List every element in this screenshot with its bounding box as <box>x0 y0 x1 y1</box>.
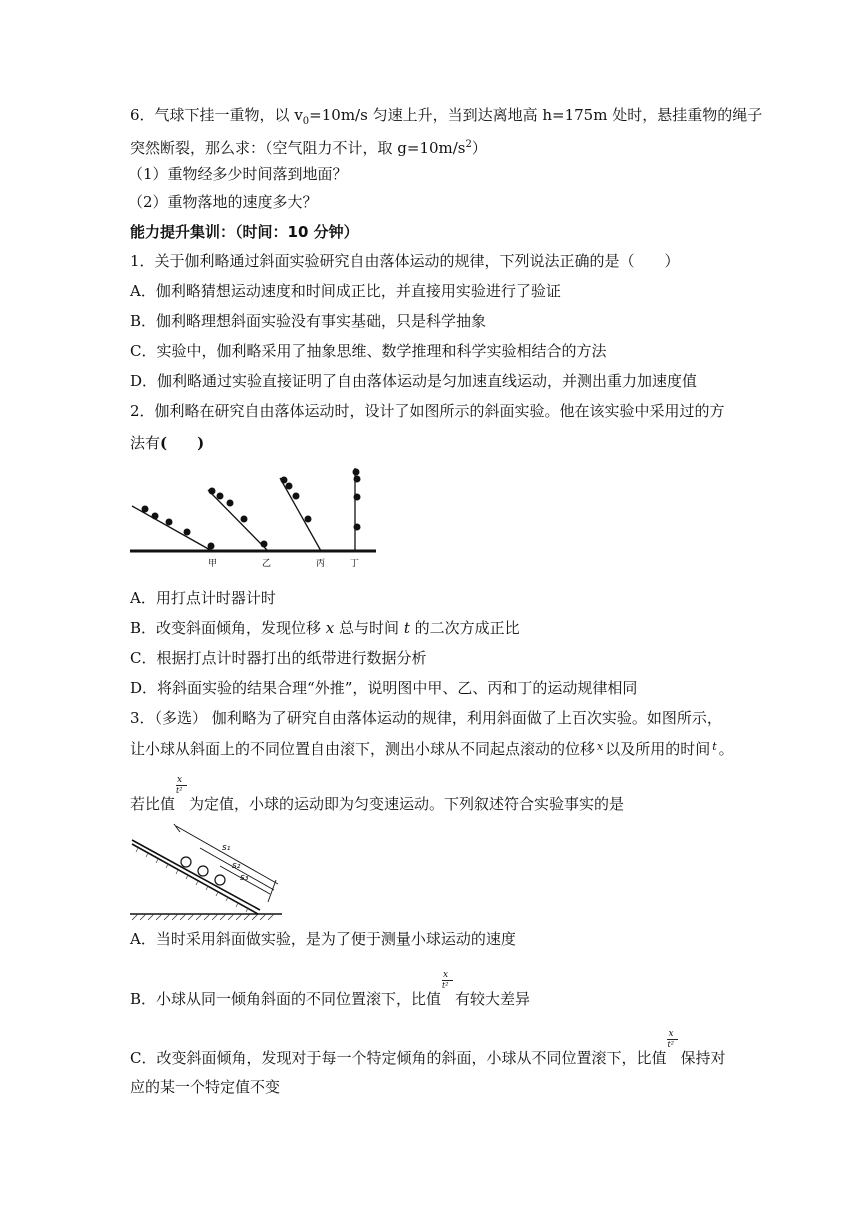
q2-var-t: t <box>403 619 410 637</box>
q3-stem-3-text-2: 为定值，小球的运动即为匀变速运动。下列叙述符合实验事实的是 <box>189 795 625 813</box>
q2-option-b-text-2: 总与时间 <box>334 619 404 637</box>
q3-stem-2-text: 让小球从斜面上的不同位置自由滚下，测出小球从不同起点滚动的位移 <box>130 740 596 758</box>
q1-option-d: D．伽利略通过实验直接证明了自由落体运动是匀加速直线运动，并测出重力加速度值 <box>130 372 698 390</box>
q2-stem-2-text: 法有 <box>130 434 161 452</box>
q3-var-x: x <box>597 740 604 753</box>
q3-option-b-text-2: 有较大差异 <box>455 990 531 1008</box>
q6-line-2 <box>130 134 487 159</box>
q3-option-c-text-2: 保持对 <box>680 1049 726 1067</box>
frac-num-b: x <box>443 970 449 980</box>
q2-stem-1: 2．伽利略在研究自由落体运动时，设计了如图所示的斜面实验。他在该实验中采用过的方 <box>130 402 725 420</box>
q2-option-a: A．用打点计时器计时 <box>130 589 276 607</box>
q1-stem: 1．关于伽利略通过斜面实验研究自由落体运动的规律，下列说法正确的是（ ） <box>130 252 680 270</box>
q3-option-b-text: B．小球从同一倾角斜面的不同位置滚下，比值 <box>130 990 442 1008</box>
fig-label-s1: s₁ <box>222 843 231 853</box>
q6-part-1: （1）重物经多少时间落到地面？ <box>128 165 348 183</box>
q6-text: 6．气球下挂一重物，以 v <box>130 106 303 124</box>
q6-superscript: 2 <box>465 139 472 150</box>
q6-subscript: 0 <box>302 116 310 127</box>
q2-option-d: D．将斜面实验的结果合理“外推”，说明图中甲、乙、丙和丁的运动规律相同 <box>130 679 638 697</box>
q3-stem-2-end: 。 <box>718 740 734 758</box>
q3-var-t: t <box>712 740 717 753</box>
q3-stem-3 <box>130 775 625 815</box>
q3-stem-3-text: 若比值 <box>130 795 176 813</box>
q2-option-c: C．根据打点计时器打出的纸带进行数据分析 <box>130 649 427 667</box>
frac-num-c: x <box>668 1029 674 1039</box>
frac-den: t² <box>176 786 183 795</box>
fig-label-bing: 丙 <box>316 559 326 569</box>
q3-option-c-2: 应的某一个特定值不变 <box>130 1078 281 1096</box>
q1-option-a: A．伽利略猜想运动速度和时间成正比，并直接用实验进行了验证 <box>130 282 561 300</box>
q2-option-b-text-3: 的二次方成正比 <box>409 619 520 637</box>
q3-stem-2 <box>130 738 734 762</box>
fig-label-jia: 甲 <box>208 559 218 569</box>
q3-option-c-text: C．改变斜面倾角，发现对于每一个特定倾角的斜面，小球从不同位置滚下，比值 <box>130 1049 667 1067</box>
ratio-x-over-t2-c <box>666 1029 680 1069</box>
q3-option-c-1 <box>130 1029 726 1069</box>
q2-option-b <box>130 617 520 639</box>
q2-stem-2 <box>130 432 204 454</box>
ratio-x-over-t2 <box>175 775 189 815</box>
q6-text-cont: =10m/s 匀速上升，当到达离地高 h=175m 处时，悬挂重物的绳子 <box>309 106 763 124</box>
q2-var-x: x <box>325 619 335 637</box>
section-heading: 能力提升集训：（时间：10 分钟） <box>130 223 359 241</box>
q3-option-a: A．当时采用斜面做实验，是为了便于测量小球运动的速度 <box>130 930 516 948</box>
fig-label-s2: s₂ <box>232 861 241 871</box>
q3-stem-1: 3．（多选） 伽利略为了研究自由落体运动的规律，利用斜面做了上百次实验。如图所示， <box>130 709 722 727</box>
q2-option-b-text: B．改变斜面倾角，发现位移 <box>130 619 326 637</box>
ball-incline-figure <box>128 822 284 922</box>
frac-den-b: t² <box>442 981 449 990</box>
fig-label-yi: 乙 <box>262 559 272 569</box>
incline-figure <box>128 462 380 574</box>
frac-num: x <box>177 775 183 785</box>
q1-option-c: C．实验中，伽利略采用了抽象思维、数学推理和科学实验相结合的方法 <box>130 342 607 360</box>
q6-part-2: （2）重物落地的速度多大？ <box>128 193 318 211</box>
q6-text-2: 突然断裂，那么求：（空气阻力不计，取 g=10m/s <box>130 139 466 157</box>
q1-option-b: B．伽利略理想斜面实验没有事实基础，只是科学抽象 <box>130 312 487 330</box>
fig-label-s3: s₃ <box>240 873 249 883</box>
q3-stem-2-text-2: 以及所用的时间 <box>605 740 711 758</box>
ratio-x-over-t2-b <box>441 970 455 1010</box>
frac-den-c: t² <box>667 1040 674 1049</box>
q2-answer-paren: ( ) <box>160 434 205 452</box>
q6-line-1 <box>130 104 762 133</box>
q6-text-2-end: ） <box>471 139 487 157</box>
fig-label-ding: 丁 <box>350 559 360 569</box>
q3-option-b <box>130 970 531 1010</box>
